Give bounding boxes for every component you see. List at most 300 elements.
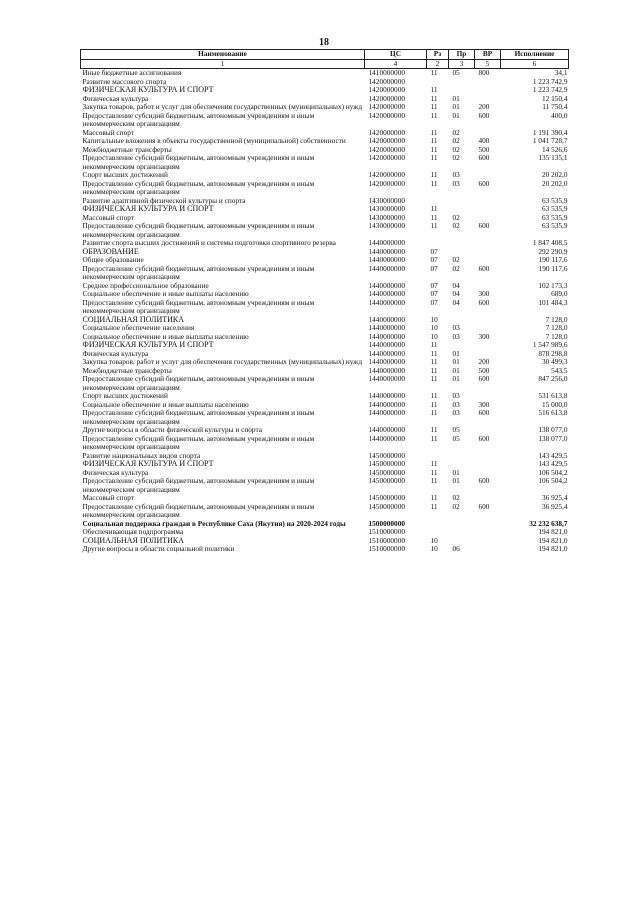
cell-cs: 1440000000 xyxy=(368,264,405,273)
cell-sum: 15 000,0 xyxy=(541,400,568,409)
cell-name: Общее образование xyxy=(82,256,144,264)
cell-cs: 1440000000 xyxy=(368,247,405,256)
table-row xyxy=(81,265,569,282)
cell-sum: 194 821,0 xyxy=(538,528,568,536)
cell-sum: 20 202,0 xyxy=(541,171,568,179)
cell-cs: 1450000000 xyxy=(368,460,405,468)
cell-rz: 11 xyxy=(430,111,438,120)
cell-vr: 800 xyxy=(478,68,490,77)
cell-rz xyxy=(427,197,449,206)
cell-sum: 30 499,3 xyxy=(541,358,568,366)
cell-pr xyxy=(449,86,475,95)
cell-vr: 600 xyxy=(478,477,490,485)
cell-pr: 02 xyxy=(452,137,460,145)
cell-cs: 1420000000 xyxy=(368,111,405,120)
cell-rz: 11 xyxy=(430,426,438,434)
table-row xyxy=(81,205,569,214)
cell-sum: 7 128,0 xyxy=(545,324,568,332)
cell-name: Предоставление субсидий бюджетным, автономным учреждениям и иным некоммерческим организациям xyxy=(82,477,315,494)
cell-pr: 04 xyxy=(452,298,460,307)
cell-pr: 02 xyxy=(452,128,460,137)
table-row xyxy=(81,375,569,392)
cell-rz: 11 xyxy=(430,477,438,485)
cell-pr: 02 xyxy=(452,256,460,264)
cell-pr: 01 xyxy=(452,366,460,375)
table-row xyxy=(81,528,569,537)
cell-cs: 1420000000 xyxy=(368,128,405,137)
cell-rz xyxy=(427,520,449,529)
cell-rz: 11 xyxy=(430,171,438,179)
cell-sum: 1 041 728,7 xyxy=(532,137,568,145)
cell-name: ФИЗИЧЕСКАЯ КУЛЬТУРА И СПОРТ xyxy=(82,86,214,94)
cell-vr: 600 xyxy=(478,298,490,307)
cell-cs: 1440000000 xyxy=(368,324,405,332)
cell-name: Среднее профессиональное образование xyxy=(82,281,209,290)
cell-vr xyxy=(475,205,501,214)
cell-rz: 07 xyxy=(430,290,438,298)
cell-pr: 04 xyxy=(452,290,460,298)
cell-name: Предоставление субсидий бюджетным, автономным учреждениям и иным некоммерческим организациям xyxy=(82,111,315,128)
cell-name: ФИЗИЧЕСКАЯ КУЛЬТУРА И СПОРТ xyxy=(82,460,214,468)
cell-cs: 1440000000 xyxy=(368,409,405,417)
cell-vr: 600 xyxy=(478,434,490,443)
cell-cs: 1440000000 xyxy=(368,332,405,341)
cell-pr: 03 xyxy=(452,409,460,417)
table-header xyxy=(81,50,569,69)
cell-rz xyxy=(427,528,449,537)
cell-rz: 10 xyxy=(430,332,438,341)
header-sum: Исполнение xyxy=(501,50,569,60)
cell-cs: 1450000000 xyxy=(368,468,405,477)
cell-rz: 11 xyxy=(430,137,438,145)
table-row xyxy=(81,248,569,257)
cell-rz xyxy=(427,239,449,248)
cell-vr xyxy=(475,528,501,537)
table-row xyxy=(81,129,569,138)
cell-vr: 200 xyxy=(478,358,490,366)
cell-cs: 1440000000 xyxy=(368,392,405,400)
cell-pr: 01 xyxy=(452,111,460,120)
table-row xyxy=(81,95,569,104)
cell-name: Предоставление субсидий бюджетным, автономным учреждениям и иным некоммерческим организациям xyxy=(82,502,315,519)
cell-cs: 1450000000 xyxy=(368,502,405,511)
header-num-4: 4 xyxy=(365,59,427,69)
cell-rz: 07 xyxy=(430,264,438,273)
cell-cs: 1510000000 xyxy=(368,528,405,536)
cell-name: Развитие спорта высших достижений и системы подготовки спортивного резерва xyxy=(82,239,336,247)
cell-pr: 01 xyxy=(452,94,460,103)
cell-vr: 300 xyxy=(478,400,490,409)
cell-rz: 11 xyxy=(430,68,438,77)
cell-name: Предоставление субсидий бюджетным, автономным учреждениям и иным некоммерческим организациям xyxy=(82,409,315,426)
cell-sum: 1 847 408,5 xyxy=(532,239,568,247)
cell-vr xyxy=(475,469,501,478)
table-row xyxy=(81,290,569,299)
cell-sum: 190 117,6 xyxy=(538,264,568,273)
cell-pr: 01 xyxy=(452,358,460,366)
cell-pr xyxy=(449,537,475,546)
cell-rz: 10 xyxy=(430,545,438,553)
table-row xyxy=(81,426,569,435)
cell-pr: 06 xyxy=(452,545,460,553)
cell-rz: 11 xyxy=(430,86,438,94)
cell-vr: 600 xyxy=(478,111,490,120)
table-row xyxy=(81,477,569,494)
cell-vr: 600 xyxy=(478,222,490,230)
table-row xyxy=(81,392,569,401)
cell-vr xyxy=(475,426,501,435)
cell-vr xyxy=(475,316,501,325)
cell-cs: 1420000000 xyxy=(368,154,405,162)
table-row xyxy=(81,333,569,342)
cell-sum: 1 223 742,9 xyxy=(532,86,568,94)
cell-vr xyxy=(475,537,501,546)
cell-vr xyxy=(475,460,501,469)
cell-pr xyxy=(449,316,475,325)
cell-sum: 1 223 742,9 xyxy=(532,77,568,86)
header-cs: ЦС xyxy=(365,50,427,60)
cell-cs: 1440000000 xyxy=(368,375,405,383)
cell-cs: 1440000000 xyxy=(368,290,405,298)
cell-pr xyxy=(449,197,475,206)
cell-sum: 143 429,5 xyxy=(538,460,568,468)
cell-pr: 04 xyxy=(452,281,460,290)
table-row xyxy=(81,520,569,529)
budget-table xyxy=(80,49,569,554)
cell-vr: 600 xyxy=(478,264,490,273)
header-name: Наименование xyxy=(81,50,365,60)
header-num-1: 1 xyxy=(81,59,365,69)
cell-cs: 1430000000 xyxy=(368,213,405,222)
cell-cs: 1450000000 xyxy=(368,494,405,502)
cell-vr xyxy=(475,214,501,223)
cell-name: Межбюджетные трансферты xyxy=(82,366,172,375)
cell-pr: 01 xyxy=(452,468,460,477)
cell-vr xyxy=(475,282,501,291)
cell-cs: 1440000000 xyxy=(368,298,405,307)
cell-sum: 14 526,6 xyxy=(541,145,568,154)
table-row xyxy=(81,103,569,112)
cell-sum: 106 504,2 xyxy=(538,468,568,477)
cell-vr xyxy=(475,256,501,265)
cell-rz: 11 xyxy=(430,179,438,188)
cell-pr xyxy=(449,239,475,248)
table-row xyxy=(81,180,569,197)
cell-name: Социальное обеспечение и иные выплаты населению xyxy=(82,332,249,341)
cell-name: Иные бюджетные ассигнования xyxy=(82,68,182,77)
cell-pr: 02 xyxy=(452,213,460,222)
cell-pr: 02 xyxy=(452,222,460,230)
table-row xyxy=(81,222,569,239)
table-row xyxy=(81,367,569,376)
table-row xyxy=(81,146,569,155)
cell-cs: 1440000000 xyxy=(368,239,405,247)
cell-sum: 138 077,0 xyxy=(538,434,568,443)
cell-rz: 10 xyxy=(430,324,438,332)
cell-sum: 1 191 390,4 xyxy=(532,128,568,137)
cell-cs: 1440000000 xyxy=(368,426,405,434)
cell-rz xyxy=(427,452,449,461)
header-num-2: 2 xyxy=(427,59,449,69)
cell-vr xyxy=(475,324,501,333)
cell-rz: 11 xyxy=(430,222,438,230)
cell-vr xyxy=(475,520,501,529)
table-row xyxy=(81,137,569,146)
cell-rz: 11 xyxy=(430,494,438,502)
cell-vr xyxy=(475,494,501,503)
cell-rz: 11 xyxy=(430,94,438,103)
cell-rz: 07 xyxy=(430,247,438,256)
cell-rz: 11 xyxy=(430,468,438,477)
cell-sum: 63 535,9 xyxy=(541,213,568,222)
cell-name: Массовый спорт xyxy=(82,128,134,137)
cell-rz: 11 xyxy=(430,349,438,358)
cell-pr xyxy=(449,248,475,257)
cell-pr xyxy=(449,205,475,214)
cell-sum: 194 821,0 xyxy=(538,545,568,553)
cell-rz: 11 xyxy=(430,213,438,222)
cell-name: Другие вопросы в области физической культуры и спорта xyxy=(82,426,262,434)
cell-sum: 102 173,3 xyxy=(538,281,568,290)
cell-sum: 531 613,8 xyxy=(538,392,568,400)
table-row xyxy=(81,197,569,206)
cell-rz: 07 xyxy=(430,298,438,307)
cell-rz: 11 xyxy=(430,128,438,137)
cell-vr: 500 xyxy=(478,366,490,375)
cell-rz: 11 xyxy=(430,366,438,375)
table-row xyxy=(81,537,569,546)
cell-vr xyxy=(475,129,501,138)
cell-name: ФИЗИЧЕСКАЯ КУЛЬТУРА И СПОРТ xyxy=(82,205,214,213)
cell-pr: 03 xyxy=(452,324,460,332)
cell-sum: 138 077,0 xyxy=(538,426,568,434)
table-row xyxy=(81,112,569,129)
cell-rz: 10 xyxy=(430,315,438,324)
cell-name: Капитальные вложения в объекты государственной (муниципальной) собственности xyxy=(82,137,346,145)
cell-cs: 1440000000 xyxy=(368,400,405,409)
cell-cs: 1440000000 xyxy=(368,434,405,443)
cell-pr: 03 xyxy=(452,171,460,179)
cell-cs: 1510000000 xyxy=(368,545,405,553)
cell-cs: 1510000000 xyxy=(368,536,405,545)
cell-vr xyxy=(475,248,501,257)
cell-pr: 01 xyxy=(452,375,460,383)
cell-cs: 1420000000 xyxy=(368,77,405,86)
cell-cs: 1440000000 xyxy=(368,358,405,366)
cell-name: Предоставление субсидий бюджетным, автономным учреждениям и иным некоммерческим организациям xyxy=(82,434,315,451)
cell-vr: 600 xyxy=(478,154,490,162)
cell-cs: 1430000000 xyxy=(368,196,405,205)
table-row xyxy=(81,256,569,265)
cell-name: СОЦИАЛЬНАЯ ПОЛИТИКА xyxy=(82,315,184,324)
cell-cs: 1450000000 xyxy=(368,451,405,460)
cell-name: ОБРАЗОВАНИЕ xyxy=(82,247,139,256)
cell-sum: 36 925,4 xyxy=(541,502,568,511)
cell-vr: 600 xyxy=(478,409,490,417)
cell-sum: 689,0 xyxy=(551,290,568,298)
cell-vr xyxy=(475,392,501,401)
table-row xyxy=(81,341,569,350)
cell-pr: 05 xyxy=(452,68,460,77)
cell-pr: 02 xyxy=(452,494,460,502)
cell-cs: 1440000000 xyxy=(368,341,405,349)
page-number: 18 xyxy=(319,37,329,48)
cell-rz: 11 xyxy=(430,358,438,366)
cell-pr: 01 xyxy=(452,349,460,358)
table-row xyxy=(81,469,569,478)
cell-vr xyxy=(475,545,501,554)
cell-sum: 516 613,8 xyxy=(538,409,568,417)
cell-name: Развитие национальных видов спорта xyxy=(82,451,201,460)
cell-sum: 20 202,0 xyxy=(541,179,568,188)
cell-name: Закупка товаров, работ и услуг для обеспечения государственных (муниципальных) нужд xyxy=(82,358,363,366)
cell-name: Массовый спорт xyxy=(82,213,134,222)
cell-name: Предоставление субсидий бюджетным, автономным учреждениям и иным некоммерческим организациям xyxy=(82,179,315,196)
cell-vr xyxy=(475,350,501,359)
table-row xyxy=(81,545,569,554)
table-row xyxy=(81,299,569,316)
cell-vr: 500 xyxy=(478,145,490,154)
table-row xyxy=(81,69,569,78)
cell-rz: 11 xyxy=(430,103,438,111)
cell-name: Другие вопросы в области социальной политики xyxy=(82,545,235,553)
cell-vr xyxy=(475,239,501,248)
cell-rz: 10 xyxy=(430,536,438,545)
cell-pr xyxy=(449,78,475,87)
table-row xyxy=(81,401,569,410)
cell-cs: 1420000000 xyxy=(368,103,405,111)
cell-name: Межбюджетные трансферты xyxy=(82,145,172,154)
cell-vr: 600 xyxy=(478,502,490,511)
cell-vr xyxy=(475,95,501,104)
table-row xyxy=(81,316,569,325)
cell-name: Спорт высших достижений xyxy=(82,171,168,179)
cell-name: СОЦИАЛЬНАЯ ПОЛИТИКА xyxy=(82,536,184,545)
cell-name: Физическая культура xyxy=(82,349,149,358)
cell-cs: 1420000000 xyxy=(368,171,405,179)
cell-vr xyxy=(475,171,501,180)
header-vr: ВР xyxy=(475,50,501,60)
cell-rz: 11 xyxy=(430,154,438,162)
cell-name: Предоставление субсидий бюджетным, автономным учреждениям и иным некоммерческим организациям xyxy=(82,222,315,239)
cell-rz: 11 xyxy=(430,502,438,511)
cell-sum: 63 535,9 xyxy=(541,205,568,213)
cell-name: Физическая культура xyxy=(82,468,149,477)
cell-name: Социальная поддержка граждан в Республике Саха (Якутия) на 2020-2024 годы xyxy=(82,519,346,528)
header-num-3: 3 xyxy=(449,59,475,69)
cell-pr: 05 xyxy=(452,426,460,434)
header-rz: Рз xyxy=(427,50,449,60)
cell-rz xyxy=(427,78,449,87)
cell-sum: 32 232 638,7 xyxy=(529,519,568,528)
cell-name: Социальное обеспечение населения xyxy=(82,324,195,332)
cell-rz: 11 xyxy=(430,409,438,417)
table-row xyxy=(81,78,569,87)
cell-cs: 1420000000 xyxy=(368,179,405,188)
cell-pr: 05 xyxy=(452,434,460,443)
table-row xyxy=(81,460,569,469)
cell-pr: 01 xyxy=(452,477,460,485)
cell-cs: 1440000000 xyxy=(368,315,405,324)
cell-pr xyxy=(449,452,475,461)
cell-sum: 190 117,6 xyxy=(538,256,568,264)
cell-pr xyxy=(449,460,475,469)
cell-name: Социальное обеспечение и иные выплаты населению xyxy=(82,290,249,298)
cell-name: ФИЗИЧЕСКАЯ КУЛЬТУРА И СПОРТ xyxy=(82,341,214,349)
cell-name: Массовый спорт xyxy=(82,494,134,502)
cell-sum: 11 750,4 xyxy=(542,103,568,111)
table-body xyxy=(81,69,569,554)
cell-cs: 1440000000 xyxy=(368,256,405,264)
cell-sum: 400,0 xyxy=(551,111,568,120)
cell-sum: 847 256,0 xyxy=(538,375,568,383)
cell-rz: 11 xyxy=(430,400,438,409)
header-pr: Пр xyxy=(449,50,475,60)
cell-rz: 07 xyxy=(430,256,438,264)
cell-cs: 1420000000 xyxy=(368,94,405,103)
cell-pr: 02 xyxy=(452,502,460,511)
cell-sum: 135 135,1 xyxy=(538,154,568,162)
cell-vr xyxy=(475,197,501,206)
cell-sum: 292 290,9 xyxy=(538,247,568,256)
table-row xyxy=(81,214,569,223)
cell-name: Закупка товаров, работ и услуг для обеспечения государственных (муниципальных) нужд xyxy=(82,103,363,111)
cell-cs: 1440000000 xyxy=(368,349,405,358)
cell-pr xyxy=(449,341,475,350)
table-row xyxy=(81,171,569,180)
cell-rz: 11 xyxy=(430,341,438,349)
cell-vr: 200 xyxy=(478,103,490,111)
cell-rz: 11 xyxy=(430,145,438,154)
cell-rz: 11 xyxy=(430,392,438,400)
cell-vr: 400 xyxy=(478,137,490,145)
cell-sum: 101 484,3 xyxy=(538,298,568,307)
cell-cs: 1440000000 xyxy=(368,281,405,290)
table-row xyxy=(81,154,569,171)
cell-cs: 1430000000 xyxy=(368,205,405,213)
cell-sum: 543,5 xyxy=(551,366,568,375)
cell-pr xyxy=(449,528,475,537)
cell-name: Предоставление субсидий бюджетным, автономным учреждениям и иным некоммерческим организациям xyxy=(82,264,315,281)
cell-sum: 143 429,5 xyxy=(538,451,568,460)
cell-vr: 300 xyxy=(478,290,490,298)
cell-pr: 03 xyxy=(452,400,460,409)
cell-sum: 194 821,0 xyxy=(538,536,568,545)
cell-pr: 02 xyxy=(452,154,460,162)
table-row xyxy=(81,409,569,426)
cell-sum: 34,1 xyxy=(554,68,568,77)
cell-rz: 07 xyxy=(430,281,438,290)
cell-sum: 63 535,9 xyxy=(541,222,568,230)
table-row xyxy=(81,358,569,367)
cell-name: Обеспечивающая подпрограмма xyxy=(82,528,184,536)
cell-vr: 600 xyxy=(478,179,490,188)
cell-vr xyxy=(475,78,501,87)
cell-sum: 36 925,4 xyxy=(541,494,568,502)
cell-pr xyxy=(449,520,475,529)
cell-name: Спорт высших достижений xyxy=(82,392,168,400)
cell-cs: 1420000000 xyxy=(368,86,405,94)
cell-name: Социальное обеспечение и иные выплаты населению xyxy=(82,400,249,409)
cell-cs: 1450000000 xyxy=(368,477,405,485)
table-row xyxy=(81,350,569,359)
table-row xyxy=(81,239,569,248)
cell-pr: 03 xyxy=(452,332,460,341)
cell-pr: 02 xyxy=(452,264,460,273)
cell-pr: 01 xyxy=(452,103,460,111)
header-num-6: 6 xyxy=(501,59,569,69)
cell-vr: 600 xyxy=(478,375,490,383)
